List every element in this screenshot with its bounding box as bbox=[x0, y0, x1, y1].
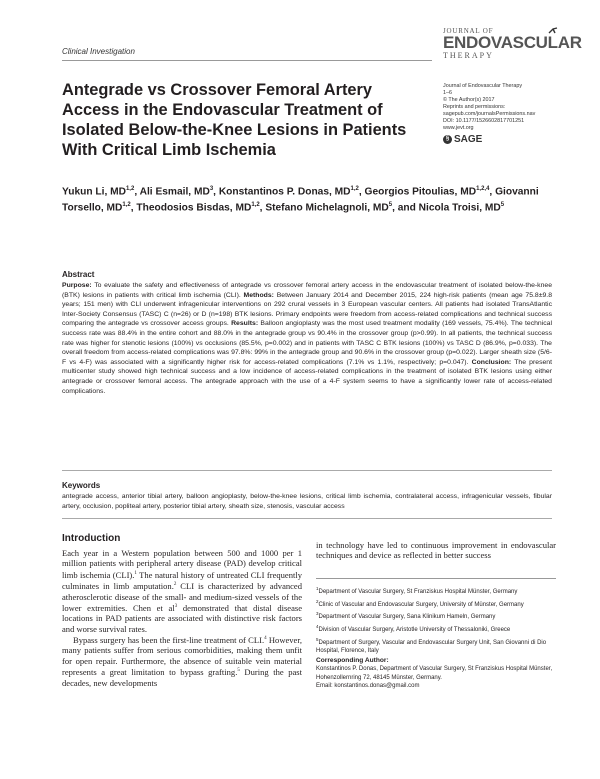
meta-line: 1–6 bbox=[443, 90, 452, 96]
author-separator: , bbox=[213, 186, 219, 198]
author-affiliation-mark: 3 bbox=[209, 186, 214, 192]
corresponding-author-heading: Corresponding Author: bbox=[316, 657, 389, 665]
author-affiliation-mark: 1,2 bbox=[122, 201, 131, 208]
author-affiliation-mark: 1,2,4 bbox=[476, 186, 490, 192]
methods-text: Between January 2014 and December 2015, 224 high-risk patients (mean age 75.8±9.8 years; 151 men) with CLI underwent infragenicular interventions on 292 crural vessels in 3 European vascular centers. All patients had isolated TransAtlantic Inter-Society Consensus (TASC) C (n=26) or D (n=198) BTK lesions. Primary endpoints were freedom from access-related complications and technical success comparing the antegrade vs crossover access groups. bbox=[62, 291, 553, 328]
section-label: Clinical Investigation bbox=[62, 47, 135, 56]
affiliation-number: 3 bbox=[316, 611, 319, 617]
citation-mark: 3 bbox=[174, 603, 178, 609]
introduction-heading: Introduction bbox=[62, 533, 121, 544]
results-text: Balloon angioplasty was the most used treatment modality (169 vessels, 75.4%). The technical success rate was 88.4% in the entire cohort and 88.0% in the antegrade group vs 90.4% in the crossover group (p>0.99). In all patients, the technical success rate was higher for stenotic lesions (100%) vs occlusions (85.5%, p=0.002) and in patients with TASC C BTK lesions (100%) vs TASC D (86.9%, p=0.033). The overall freedom from access-related complications was 97.8%: 99% in the antegrade group and 90.6% in the crossover group (p=0.022). Larger sheath size (5/6-F vs 4-F) was associated with a significantly higher risk for access-related complications (7.1% vs 1.1%, respectively; p=0.047). bbox=[62, 320, 552, 366]
author-name: Konstantinos P. Donas, MD bbox=[218, 186, 351, 198]
introduction-left-column bbox=[62, 548, 302, 688]
affiliation-item bbox=[316, 623, 556, 634]
logo-bottom-text: THERAPY bbox=[443, 51, 494, 60]
keywords-text: antegrade access, anterior tibial artery, balloon angioplasty, below-the-knee lesions, critical limb ischemia, contralateral access, infragenicular vessels, fibular artery, occlusion, popliteal artery, posterior tibial artery, sheath size, stenosis, vascular access bbox=[62, 493, 552, 510]
affiliation-item bbox=[316, 585, 556, 596]
journal-logo bbox=[443, 27, 582, 60]
citation-mark: 5 bbox=[237, 668, 240, 674]
author-affiliation-mark: 5 bbox=[500, 201, 505, 208]
author-name: Stefano Michelagnoli, MD bbox=[265, 202, 389, 214]
affiliation-text: Department of Vascular Surgery, Sana Klinikum Hameln, Germany bbox=[318, 614, 496, 621]
author-name: Ali Esmail, MD bbox=[139, 186, 210, 198]
purpose-text: To evaluate the safety and effectiveness of antegrade vs crossover femoral artery access in the endovascular treatment of isolated below-the-knee (BTK) lesions in patients with critical limb ischemia (CLI). bbox=[62, 282, 552, 299]
author-name: Giovanni Torsello, MD bbox=[62, 186, 539, 214]
citation-mark: 4 bbox=[264, 636, 267, 642]
keywords-divider bbox=[62, 518, 552, 519]
article-title: Antegrade vs Crossover Femoral Artery Access in the Endovascular Treatment of Isolated Below-the-Knee Lesions in Patients With Critical Limb Ischemia bbox=[62, 81, 407, 159]
affiliations bbox=[316, 585, 556, 690]
conclusion-label: Conclusion: bbox=[471, 358, 512, 366]
abstract-divider bbox=[62, 470, 552, 471]
meta-line: sagepub.com/journalsPermissions.nav bbox=[443, 111, 536, 117]
abstract-heading: Abstract bbox=[62, 270, 95, 279]
affiliation-number: 5 bbox=[316, 636, 319, 642]
logo-main-text: ENDOVASCULAR bbox=[443, 33, 582, 52]
author-affiliation-mark: 5 bbox=[388, 201, 393, 208]
article-meta bbox=[443, 83, 563, 144]
intro-paragraph-2 bbox=[62, 634, 302, 688]
meta-line: Reprints and permissions: bbox=[443, 104, 506, 110]
affiliation-list bbox=[316, 585, 556, 655]
affiliation-number: 4 bbox=[316, 624, 319, 630]
intro-paragraph-1 bbox=[62, 548, 302, 634]
meta-line: www.jevt.org bbox=[443, 125, 474, 131]
paragraph-text: CLI is characterized by advanced atherosclerotic disease of the small- and medium-sized vessels of the lower extremities. Chen et al bbox=[62, 581, 303, 613]
introduction-right-column: in technology have led to continuous improvement in endovascular techniques and device as reflected in better success bbox=[316, 540, 556, 561]
paragraph-text: Bypass surgery has been the first-line treatment of CLI. bbox=[73, 635, 265, 645]
affiliation-item bbox=[316, 636, 556, 655]
affiliation-item bbox=[316, 610, 556, 621]
affiliation-text: Clinic of Vascular and Endovascular Surgery, University of Münster, Germany bbox=[318, 601, 524, 608]
methods-label: Methods: bbox=[243, 291, 274, 299]
logo-top-text: JOURNAL OF bbox=[443, 27, 494, 35]
author-name: Nicola Troisi, MD bbox=[418, 202, 501, 214]
affiliation-text: Division of Vascular Surgery, Aristotle University of Thessaloniki, Greece bbox=[318, 627, 511, 634]
results-label: Results: bbox=[231, 320, 259, 328]
affiliation-text: Department of Vascular Surgery, St Franziskus Hospital Münster, Germany bbox=[318, 589, 518, 595]
meta-line: © The Author(s) 2017 bbox=[443, 97, 495, 103]
author-name: Theodosios Bisdas, MD bbox=[136, 202, 252, 214]
author-separator: , bbox=[489, 186, 496, 198]
author-name: Yukun Li, MD bbox=[62, 186, 126, 198]
citation-mark: 2 bbox=[173, 582, 177, 588]
footnote-divider bbox=[316, 578, 556, 579]
header-divider bbox=[62, 60, 432, 61]
conclusion-text: The present multicenter study showed high technical success and a low incidence of access-related complications in the treatment of isolated BTK lesions using either antegrade or crossover femoral access. The antegrade approach with the use of a 4-F system seems to have a significantly lower rate of access-related complications. bbox=[62, 358, 553, 395]
paragraph-text: Each year in a Western population between 500 and 1000 per 1 million patients with peripheral artery disease (PAD) develop critical limb ischemia (CLI). bbox=[62, 548, 302, 580]
author-separator: , bbox=[130, 202, 137, 214]
publisher-logo bbox=[443, 135, 563, 144]
citation-mark: 1 bbox=[134, 570, 137, 576]
author-affiliation-mark: 1,2 bbox=[125, 186, 135, 192]
corresponding-author-line: Konstantinos P. Donas, Department of Vascular Surgery, St Franziskus Hospital Münster, Hohenzollernring 72, 48145 Münster, Germany. bbox=[316, 666, 553, 681]
author-separator: , bbox=[134, 186, 140, 198]
affiliation-item bbox=[316, 598, 556, 609]
catheter-icon bbox=[548, 27, 558, 35]
author-separator: , bbox=[259, 202, 266, 214]
sage-icon: § bbox=[443, 135, 452, 144]
author-affiliation-mark: 1,2 bbox=[251, 201, 260, 208]
publisher-name: SAGE bbox=[454, 134, 483, 145]
paragraph-text: During the past decades, new developments bbox=[62, 667, 302, 688]
abstract-body bbox=[62, 281, 552, 396]
author-affiliation-mark: 1,2 bbox=[350, 186, 359, 192]
purpose-label: Purpose: bbox=[62, 282, 92, 289]
affiliation-number: 1 bbox=[316, 586, 319, 591]
author-name: Georgios Pitoulias, MD bbox=[364, 186, 477, 198]
meta-line: DOI: 10.1177/1526602817701251 bbox=[443, 118, 525, 124]
meta-line: Journal of Endovascular Therapy bbox=[443, 83, 523, 89]
author-separator: , and bbox=[392, 202, 419, 214]
keywords-heading: Keywords bbox=[62, 481, 101, 490]
author-separator: , bbox=[358, 186, 365, 198]
corresponding-author-email: Email: konstantinos.donas@gmail.com bbox=[316, 682, 420, 689]
author-list bbox=[62, 183, 552, 215]
affiliation-text: Department of Surgery, Vascular and Endovascular Surgery Unit, San Giovanni di Dio Hospital, Florence, Italy bbox=[316, 639, 547, 655]
affiliation-number: 2 bbox=[316, 598, 319, 604]
paragraph-text: The natural history of untreated CLI frequently culminates in limb amputation. bbox=[62, 569, 303, 592]
paragraph-text: However, many patients suffer from serious comorbidities, making them unfit for open repair. Furthermore, the absence of suitable vein material represents a great limitation to bypass grafting. bbox=[62, 635, 302, 678]
paragraph-text: demonstrated that distal disease locations in PAD patients are associated with distinctive risk factors and worse survival rates. bbox=[62, 602, 303, 634]
